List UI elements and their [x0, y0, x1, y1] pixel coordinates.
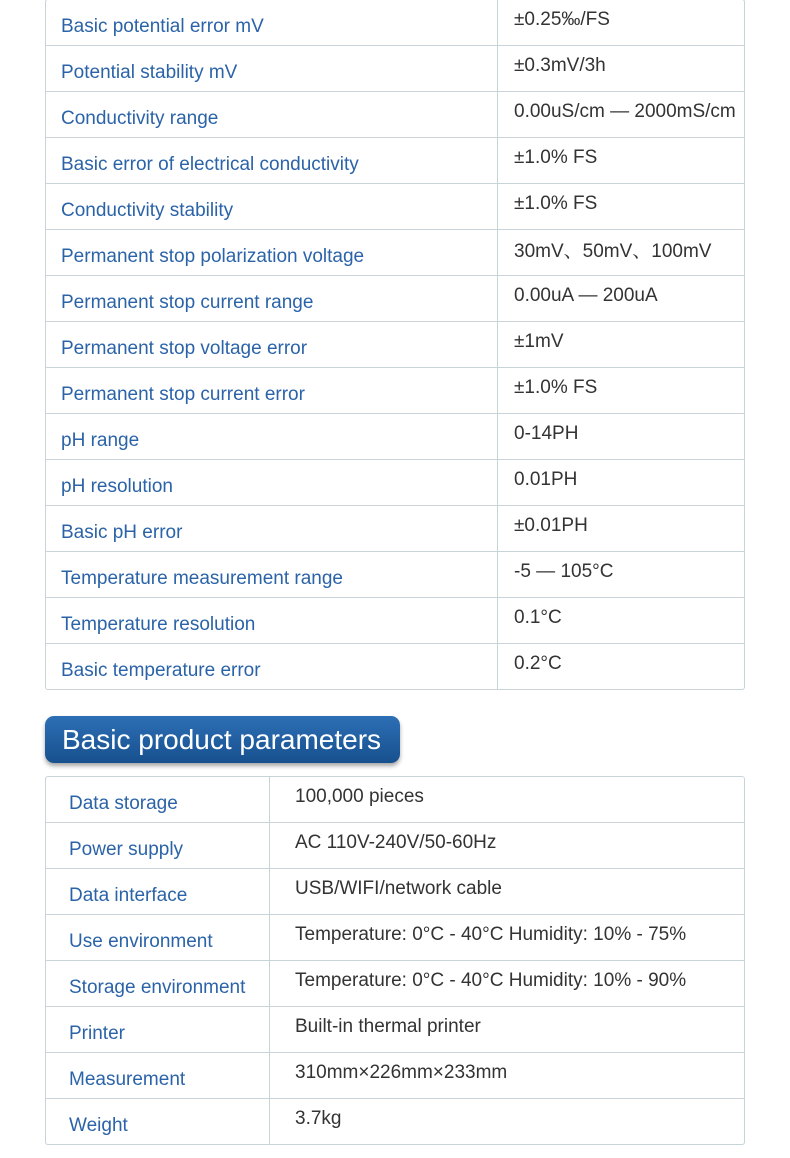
parameter-value: ±0.3mV/3h [514, 54, 606, 76]
performance-parameters-table [45, 0, 745, 690]
parameter-label: Printer [46, 1007, 270, 1052]
parameter-value: USB/WIFI/network cable [295, 877, 502, 899]
parameter-label: Basic error of electrical conductivity [46, 138, 498, 183]
table-row [46, 961, 744, 1007]
parameter-label: Permanent stop current error [46, 368, 498, 413]
table-row [46, 368, 744, 414]
parameter-label: Power supply [46, 823, 270, 868]
table-row [46, 46, 744, 92]
table-row [46, 598, 744, 644]
table-row [46, 869, 744, 915]
parameter-label: Measurement [46, 1053, 270, 1098]
parameter-value: 0.00uA — 200uA [514, 284, 658, 306]
table-row [46, 1053, 744, 1099]
parameter-value: ±0.25‰/FS [514, 8, 610, 30]
section-title: Basic product parameters [62, 723, 382, 755]
parameter-value: 0.00uS/cm — 2000mS/cm [514, 100, 736, 122]
parameter-label: Storage environment [46, 961, 270, 1006]
parameter-label: Permanent stop polarization voltage [46, 230, 498, 275]
parameter-value: Built-in thermal printer [295, 1015, 481, 1037]
table-row [46, 777, 744, 823]
parameter-value: 0.01PH [514, 468, 578, 490]
parameter-label: pH range [46, 414, 498, 459]
parameter-label: Use environment [46, 915, 270, 960]
parameter-label: pH resolution [46, 460, 498, 505]
parameter-value: 0.1°C [514, 606, 562, 628]
table-row [46, 552, 744, 598]
table-row [46, 1007, 744, 1053]
parameter-value: ±1.0% FS [514, 192, 598, 214]
parameter-label: Permanent stop current range [46, 276, 498, 321]
table-row [46, 915, 744, 961]
parameter-label: Temperature resolution [46, 598, 498, 643]
parameter-label: Conductivity stability [46, 184, 498, 229]
parameter-label: Conductivity range [46, 92, 498, 137]
parameter-value: 0-14PH [514, 422, 579, 444]
parameter-value: ±1mV [514, 330, 564, 352]
table-row [46, 138, 744, 184]
table-row [46, 460, 744, 506]
table-row [46, 0, 744, 46]
table-row [46, 276, 744, 322]
parameter-value: ±0.01PH [514, 514, 588, 536]
table-row [46, 414, 744, 460]
table-row [46, 230, 744, 276]
parameter-value: 0.2°C [514, 653, 562, 674]
parameter-value: 30mV、50mV、100mV [514, 241, 712, 262]
parameter-value: 100,000 pieces [295, 785, 424, 807]
table-row [46, 322, 744, 368]
parameter-label: Permanent stop voltage error [46, 322, 498, 367]
parameter-value: 310mm×226mm×233mm [295, 1061, 508, 1083]
table-row [46, 92, 744, 138]
parameter-value: -5 — 105°C [514, 560, 614, 582]
table-row [46, 184, 744, 230]
parameter-value: ±1.0% FS [514, 146, 598, 168]
table-row [46, 506, 744, 552]
table-row [46, 1099, 744, 1145]
parameter-label: Data interface [46, 869, 270, 914]
table-row [46, 823, 744, 869]
parameter-value: AC 110V-240V/50-60Hz [295, 831, 497, 853]
parameter-label: Data storage [46, 777, 270, 822]
parameter-value: 3.7kg [295, 1108, 342, 1129]
parameter-label: Basic pH error [46, 506, 498, 551]
parameter-value: Temperature: 0°C - 40°C Humidity: 10% - 90% [295, 969, 687, 991]
parameter-value: ±1.0% FS [514, 376, 598, 398]
parameter-label: Basic potential error mV [46, 0, 498, 45]
table-row [46, 644, 744, 690]
parameter-label: Potential stability mV [46, 46, 498, 91]
basic-parameters-table [45, 776, 745, 1145]
parameter-value: Temperature: 0°C - 40°C Humidity: 10% - 75% [295, 923, 687, 945]
parameter-label: Temperature measurement range [46, 552, 498, 597]
parameter-label: Basic temperature error [46, 644, 498, 690]
parameter-label: Weight [46, 1099, 270, 1145]
section-heading-badge [45, 716, 400, 763]
